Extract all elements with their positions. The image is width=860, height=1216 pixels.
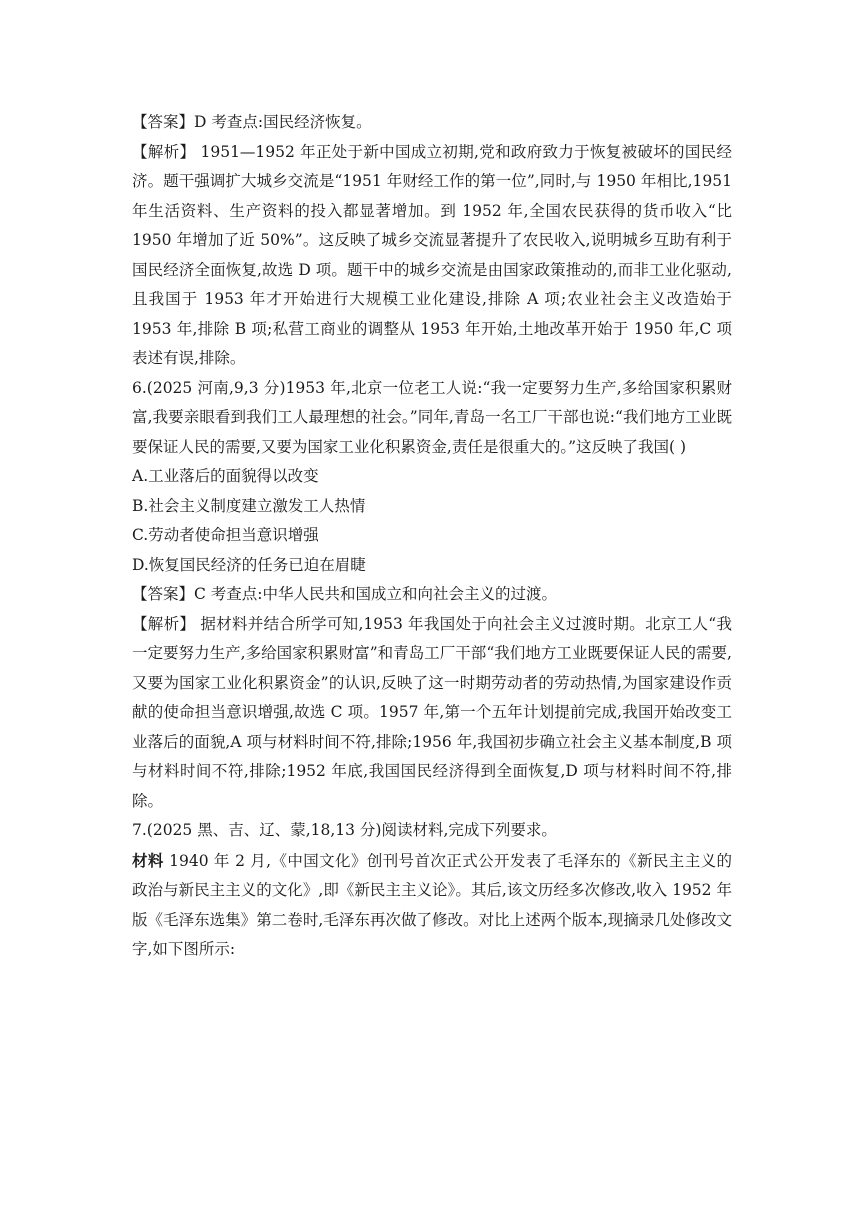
- material-label: 材料: [132, 850, 164, 870]
- q6-option-a: A.工业落后的面貌得以改变: [132, 467, 319, 485]
- q6-option-c: C.劳动者使命担当意识增强: [132, 526, 319, 544]
- q6-analysis: 【解析】 据材料并结合所学可知,1953 年我国处于向社会主义过渡时期。北京工人“我一定要努力生产,多给国家积累财富”和青岛工厂干部“我们地方工业既要保证人民的需要,又要为国家工业化积累资金”的认识,反映了这一时期劳动者的劳动热情,为国家建设作贡献的使命担当意识增强,故选 C 项。1957 年,第一个五年计划提前完成,我国开始改变工业落后的面貌,A 项与材料时间不符,排除;1956 年,我国初步确立社会主义基本制度,B 项与材料时间不符,排除;1952 年底,我国国民经济得到全面恢复,D 项与材料时间不符,排除。: [132, 614, 732, 810]
- q7-material: [132, 846, 732, 965]
- q5-answer: 【答案】D 考查点:国民经济恢复。: [132, 113, 372, 131]
- q6-stem: 6.(2025 河南,9,3 分)1953 年,北京一位老工人说:“我一定要努力生产,多给国家积累财富,我要亲眼看到我们工人最理想的社会。”同年,青岛一名工厂干部也说:“我们地方工业既要保证人民的需要,又要为国家工业化积累资金,责任是很重大的。”这反映了我国( ): [132, 378, 732, 456]
- document-page: [132, 108, 732, 965]
- q7-stem: 7.(2025 黑、吉、辽、蒙,18,13 分)阅读材料,完成下列要求。: [132, 821, 557, 839]
- q6-option-d: D.恢复国民经济的任务已迫在眉睫: [132, 555, 366, 574]
- q5-analysis: 【解析】 1951—1952 年正处于新中国成立初期,党和政府致力于恢复被破坏的国民经济。题干强调扩大城乡交流是“1951 年财经工作的第一位”,同时,与 1950 年相比,1951 年生活资料、生产资料的投入都显著增加。到 1952 年,全国农民获得的货币收入“比 1950 年增加了近 50%”。这反映了城乡交流显著提升了农民收入,说明城乡互助有利于国民经济全面恢复,故选 D 项。题干中的城乡交流是由国家政策推动的,而非工业化驱动,且我国于 1953 年才开始进行大规模工业化建设,排除 A 项;农业社会主义改造始于 1953 年,排除 B 项;私营工商业的调整从 1953 年开始,土地改革开始于 1950 年,C 项表述有误,排除。: [132, 142, 732, 367]
- q6-answer: 【答案】C 考查点:中华人民共和国成立和向社会主义的过渡。: [132, 585, 558, 603]
- material-text: 1940 年 2 月,《中国文化》创刊号首次正式公开发表了毛泽东的《新民主主义的政治与新民主主义的文化》,即《新民主主义论》。其后,该文历经多次修改,收入 1952 年版《毛泽东选集》第二卷时,毛泽东再次做了修改。对比上述两个版本,现摘录几处修改文字,如下图所示:: [132, 851, 732, 958]
- q6-option-b: B.社会主义制度建立激发工人热情: [132, 496, 366, 515]
